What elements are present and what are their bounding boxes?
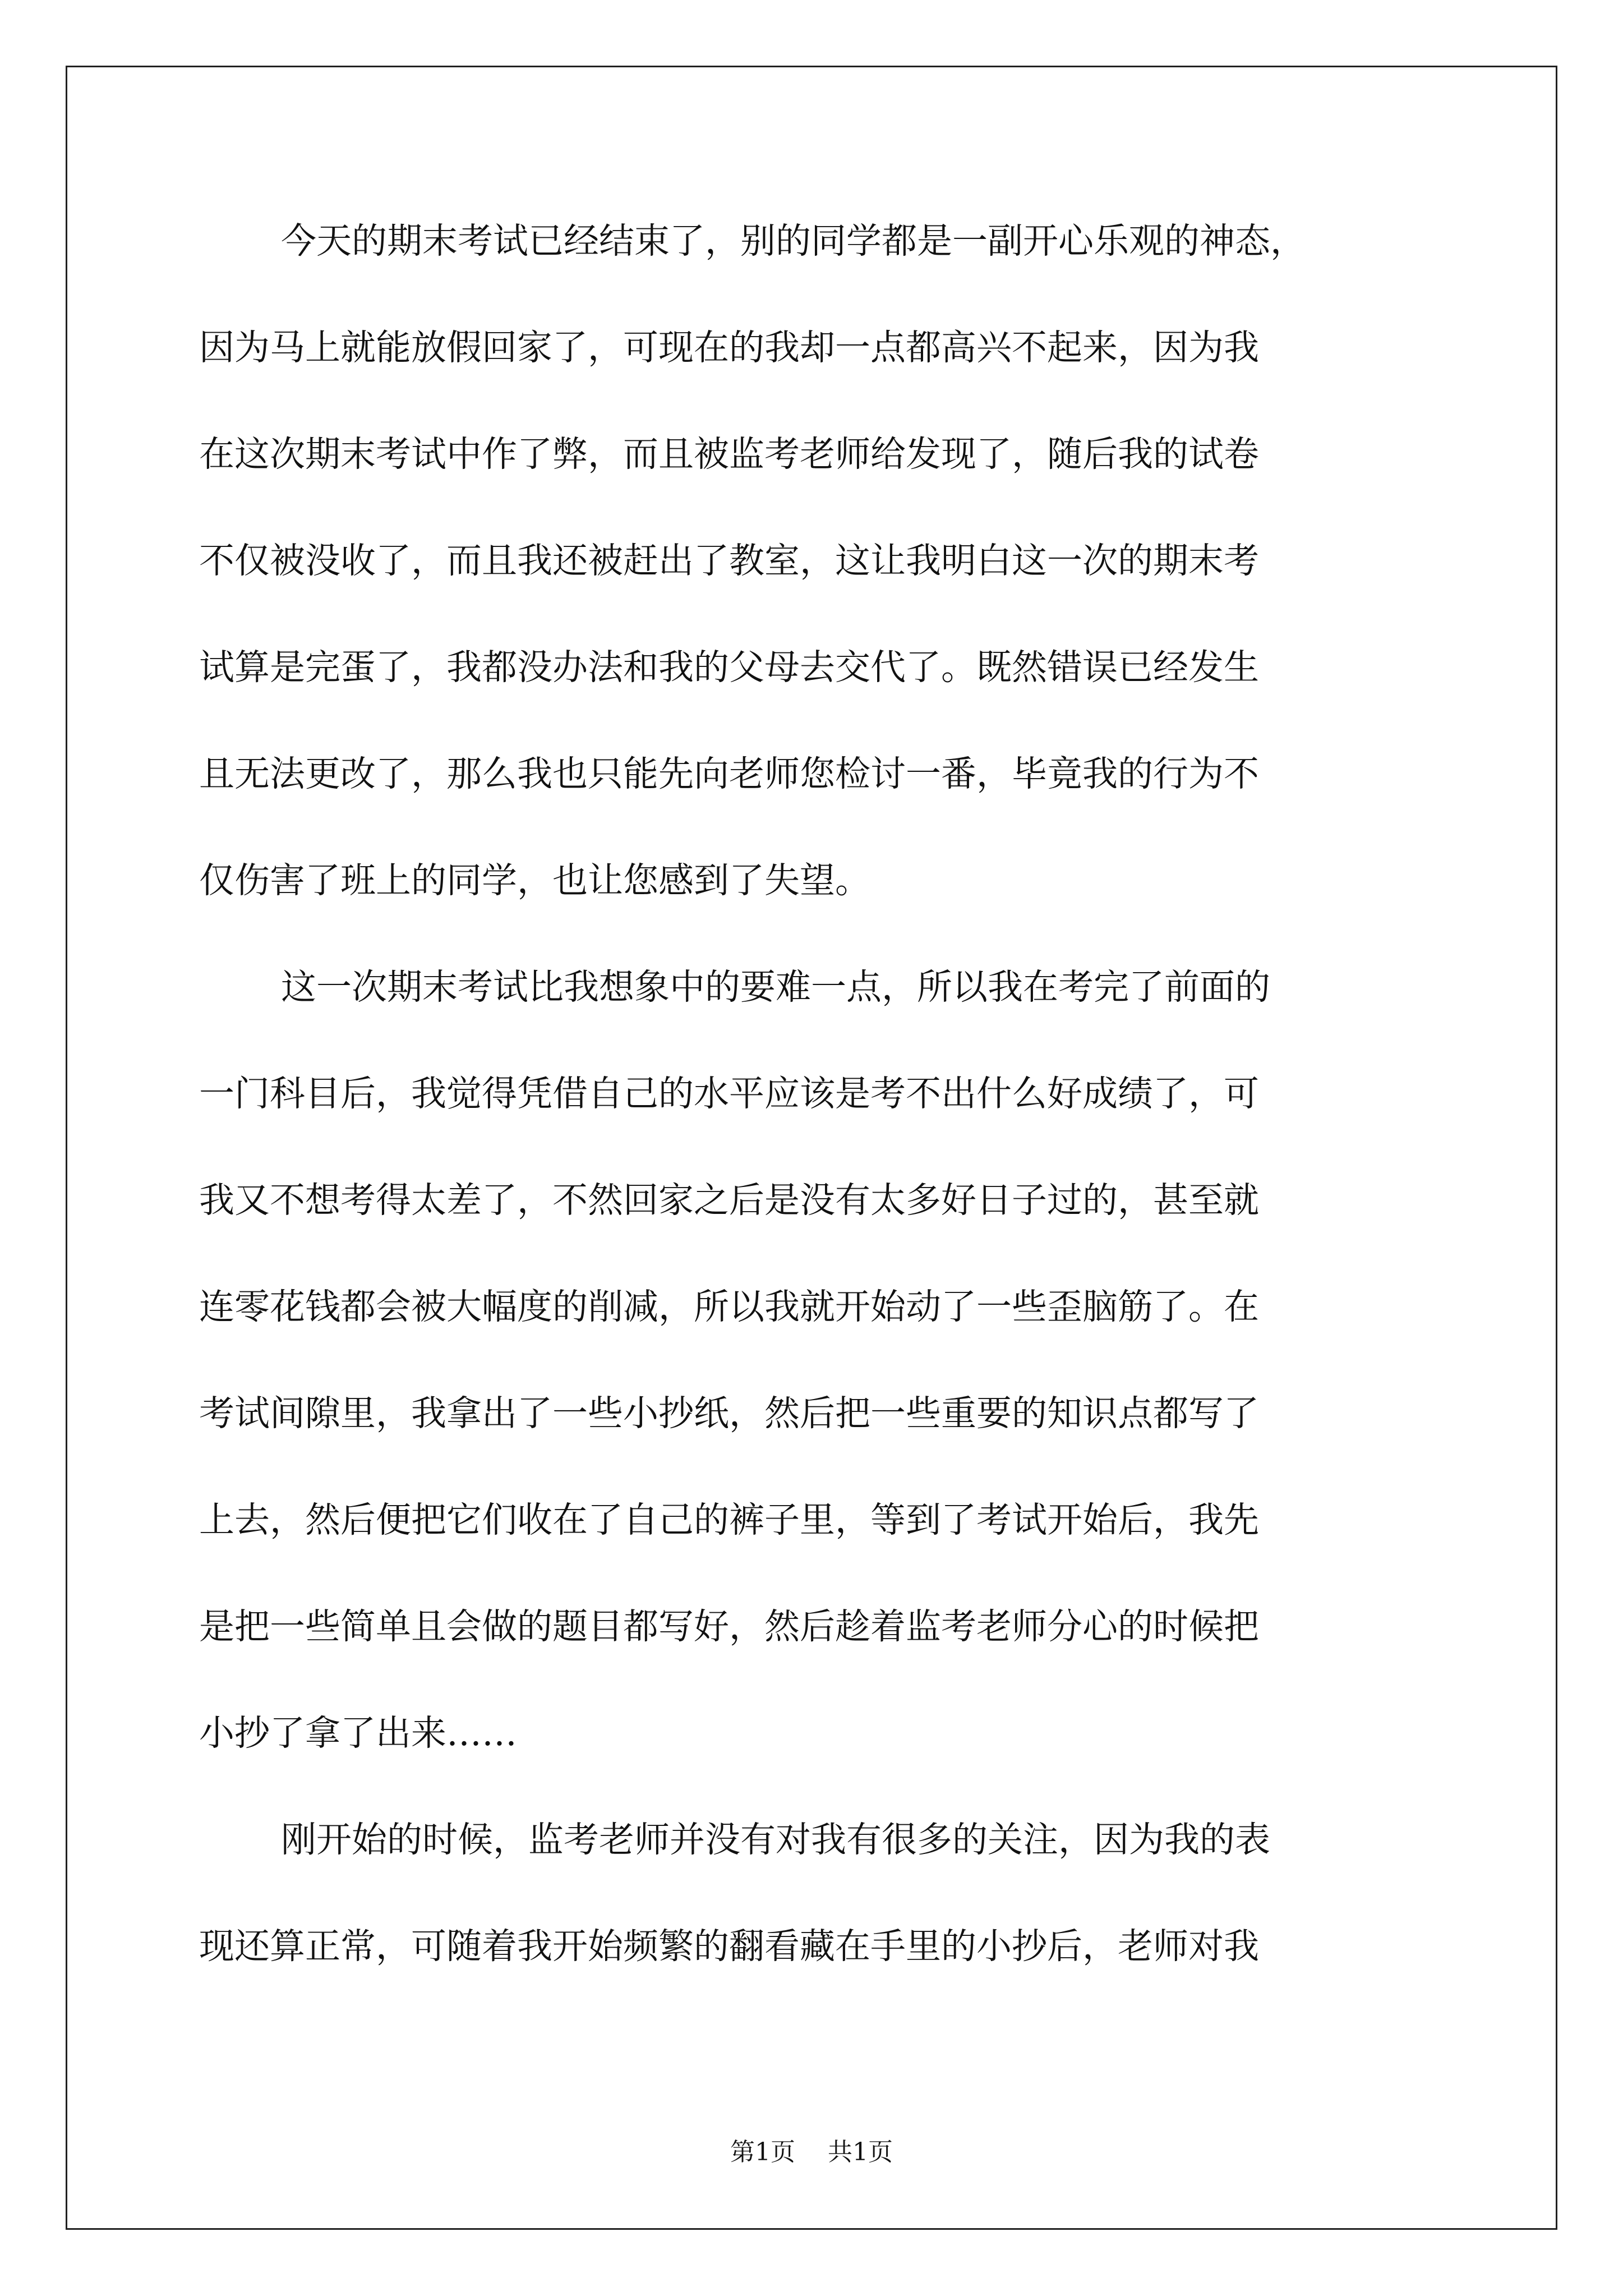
paragraph-2-line-2: 一门科目后，我觉得凭借自己的水平应该是考不出什么好成绩了，可 — [199, 1073, 1259, 1114]
page-number: 第1页 — [730, 2138, 795, 2166]
paragraph-1-line-2: 因为马上就能放假回家了，可现在的我却一点都高兴不起来，因为我 — [199, 327, 1259, 368]
paragraph-1-line-4: 不仅被没收了，而且我还被赶出了教室，这让我明白这一次的期末考 — [199, 540, 1259, 581]
paragraph-1-line-1: 今天的期末考试已经结束了，别的同学都是一副开心乐观的神态， — [281, 220, 1306, 261]
paragraph-2-line-7: 是把一些简单且会做的题目都写好，然后趁着监考老师分心的时候把 — [199, 1606, 1259, 1647]
paragraph-2-line-4: 连零花钱都会被大幅度的削减，所以我就开始动了一些歪脑筋了。在 — [199, 1286, 1259, 1327]
paragraph-2-line-6: 上去，然后便把它们收在了自己的裤子里，等到了考试开始后，我先 — [199, 1499, 1259, 1540]
paragraph-2-line-8: 小抄了拿了出来…… — [199, 1713, 517, 1754]
paragraph-2-line-1: 这一次期末考试比我想象中的要难一点，所以我在考完了前面的 — [281, 967, 1270, 1007]
total-pages: 共1页 — [828, 2138, 893, 2166]
paragraph-2-line-3: 我又不想考得太差了，不然回家之后是没有太多好日子过的，甚至就 — [199, 1180, 1259, 1221]
paragraph-3-line-1: 刚开始的时候，监考老师并没有对我有很多的关注，因为我的表 — [281, 1819, 1270, 1860]
paragraph-1-line-7: 仅伤害了班上的同学，也让您感到了失望。 — [199, 860, 870, 901]
paragraph-1-line-3: 在这次期末考试中作了弊，而且被监考老师给发现了，随后我的试卷 — [199, 434, 1259, 475]
paragraph-2-line-5: 考试间隙里，我拿出了一些小抄纸，然后把一些重要的知识点都写了 — [199, 1393, 1259, 1434]
paragraph-1-line-5: 试算是完蛋了，我都没办法和我的父母去交代了。既然错误已经发生 — [199, 647, 1259, 688]
document-body — [199, 210, 1433, 2022]
page-footer — [0, 2132, 1623, 2168]
paragraph-3-line-2: 现还算正常，可随着我开始频繁的翻看藏在手里的小抄后，老师对我 — [199, 1926, 1259, 1967]
paragraph-1-line-6: 且无法更改了，那么我也只能先向老师您检讨一番，毕竟我的行为不 — [199, 753, 1259, 794]
